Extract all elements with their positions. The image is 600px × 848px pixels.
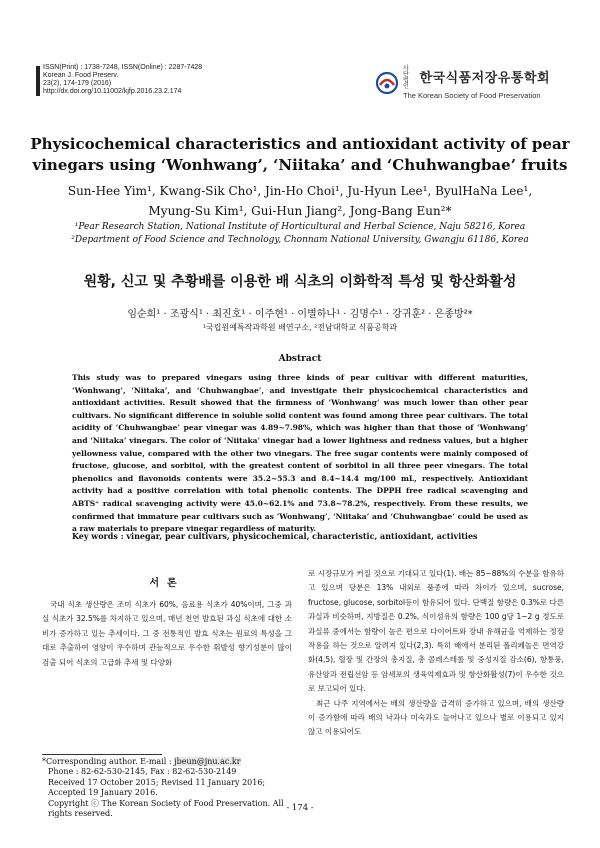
paper-title-en-line1: Physicochemical characteristics and antioxidant activity of pear xyxy=(30,135,570,153)
corresponding-label: *Corresponding author. E-mail : xyxy=(42,757,172,766)
author-email-link[interactable]: jbeun@jnu.ac.kr xyxy=(174,757,241,766)
section-heading-intro: 서론 xyxy=(149,578,185,589)
author-list-kr: 임순희¹ · 조광식¹ · 최진호¹ · 이주현¹ · 이별하나¹ · 김명수¹ · 강귀훈² · 은종방²* xyxy=(127,309,473,320)
intro-right-column xyxy=(308,567,564,740)
copyright-notice: Copyright ⓒ The Korean Society of Food Preservation. All rights reserved. xyxy=(48,798,284,819)
header-accent-bar xyxy=(36,66,40,96)
journal-name: Korean J. Food Preserv. xyxy=(43,72,119,79)
paper-title-en-line2: vinegars using ‘Wonhwang’, ‘Niitaka’ and ‘Chuhwangbae’ fruits xyxy=(32,156,568,174)
intro-paragraph: 국내 식초 생산량은 조미 식초가 60%, 음료용 식초가 40%이며, 그중 과실 식초가 32.5%를 차지하고 있으며, 매년 천연 발효된 과실 식초에 대한 소비가 증가하고 있는 추세이다. 그 중 전통적인 발효 식초는 원료의 특성을 그대로 추출하여 영양이 우수하며 관능적으로 우수한 휘발성 향기성분이 많이 검출 되어 식초의 고급화 추세 및 다양화 xyxy=(42,600,292,667)
journal-issn: ISSN(Print) : 1738-7248, ISSN(Online) : 2287-7428 xyxy=(43,64,203,71)
intro-left-column xyxy=(42,598,292,670)
received-dates: Received 17 October 2015; Revised 11 January 2016; Accepted 19 January 2016. xyxy=(48,777,266,798)
footnote-divider xyxy=(42,754,162,755)
abstract-heading: Abstract xyxy=(278,354,322,364)
intro-paragraph-continued: 로 시장규모가 커질 것으로 기대되고 있다(1). 배는 85~88%의 수분을 함유하고 있으며 당분은 13% 내외로 품종에 따라 차이가 있으며, sucrose, fructose, glucose, sorbitol등이 함유되어 있다. 단백질 함량은 0.3%로 다른 과실과 비슷하며, 지방질은 0.2%, 식이섬유의 함량은 100 g당 1~2 g 정도로 과실류 중에서는 함량이 높은 편으로 다이어트와 장내 유해균을 억제하는 정장작용을 하는 것으로 알려져 있다(2,3). 특히 배에서 분리된 폴리페놀은 면역강화(4,5), 혈장 및 간장의 총지질, 총 콜레스테롤 및 중성지질 감소(6), 항통풍, 유산암과 전립선암 등 암세포의 생육억제효과 및 항산화활성(7)이 우수한 것으로 보고되어 있다. xyxy=(308,569,564,694)
paper-title-en xyxy=(30,134,570,176)
affiliations-en xyxy=(30,221,570,247)
society-name-en: The Korean Society of Food Preservation xyxy=(403,91,541,100)
keywords-text: vinegar, pear cultivars, physicochemical, characteristic, antioxidant, activities xyxy=(126,531,478,541)
abstract-body: This study was to prepared vinegars using three kinds of pear cultivar with different maturities, ‘Wonhwang’, ‘Niitaka’, and ‘Chuhwangbae’, and investigate their physicochemical characteristics and antioxidant activities. Result showed that the firmness of ’Wonhwang’ was much lower than other pear cultivars. No significant difference in soluble solid content was found among three pear cultivars. The total acidity of ‘Chuhwangbae’ pear vinegar was 4.89~7.98%, which was higher than that those of ‘Wonhwang’ and ‘Niitaka’ vinegars. The color of ‘Niitaka’ vinegar had a lower lightness and redness values, but a higher yellowness value, compared with the other two vinegars. The free sugar contents were mainly composed of fructose, glucose, and sorbitol, with the greatest content of sorbitol in all three peer vinegars. The total phenolics and flavonoids contents were 35.2~55.3 and 8.4~14.4 mg/100 mL, respectively. Antioxidant activity had a positive correlation with total phenolic contents. The DPPH free radical scavenging and ABTS⁺ radical scavenging activity were 45.0~62.1% and 73.8~78.2%, respectively. From these results, we confirmed that immature pear cultivars such as ’Wonhwang’, ‘Niitaka’ and ‘Chuhwangbae’ could be used as a raw materials to prepare vinegar regardless of maturity. xyxy=(72,373,528,534)
affiliations-kr: ¹국립원예특작과학원 배연구소, ²전남대학교 식품공학과 xyxy=(202,323,398,332)
society-logo-label: 사단법인 xyxy=(403,66,409,90)
journal-header xyxy=(43,64,202,96)
author-list-en xyxy=(30,181,570,221)
journal-doi-link[interactable]: http://dx.doi.org/10.11002/kjfp.2016.23.2.174 xyxy=(43,88,182,95)
author-list-en-line2: Myung-Su Kim¹, Gui-Hun Jiang², Jong-Bang Eun²* xyxy=(148,204,452,218)
society-logo xyxy=(375,66,550,100)
corresponding-author xyxy=(42,757,294,767)
phone-fax: Phone : 82-62-530-2145, Fax : 82-62-530-2149 xyxy=(48,767,237,777)
society-logo-icon xyxy=(375,71,399,95)
journal-volume: 23(2), 174-179 (2016) xyxy=(43,80,112,87)
affiliation-2-en: ²Department of Food Science and Technology, Chonnam National University, Gwangju 61186, Korea xyxy=(71,235,529,245)
society-name-kr: 한국식품저장유통학회 xyxy=(419,70,551,86)
intro-paragraph-2: 최근 나주 지역에서는 배의 생산량을 급격히 증가하고 있으며, 배의 생산량이 증가함에 따라 배의 낙과나 미숙과도 늘어나고 있으나 별로 이용되고 있지 않고 이용되어도 xyxy=(308,698,564,737)
paper-title-kr: 원황, 신고 및 추황배를 이용한 배 식초의 이화학적 특성 및 항산화활성 xyxy=(83,274,517,290)
affiliation-1-en: ¹Pear Research Station, National Institute of Horticultural and Herbal Science, Naju 58216, Korea xyxy=(74,222,526,232)
page-number: - 174 - xyxy=(286,803,314,813)
keywords xyxy=(72,531,528,541)
author-list-en-line1: Sun-Hee Yim¹, Kwang-Sik Cho¹, Jin-Ho Choi¹, Ju-Hyun Lee¹, ByulHaNa Lee¹, xyxy=(67,184,533,198)
keywords-label: Key words : xyxy=(72,531,124,541)
